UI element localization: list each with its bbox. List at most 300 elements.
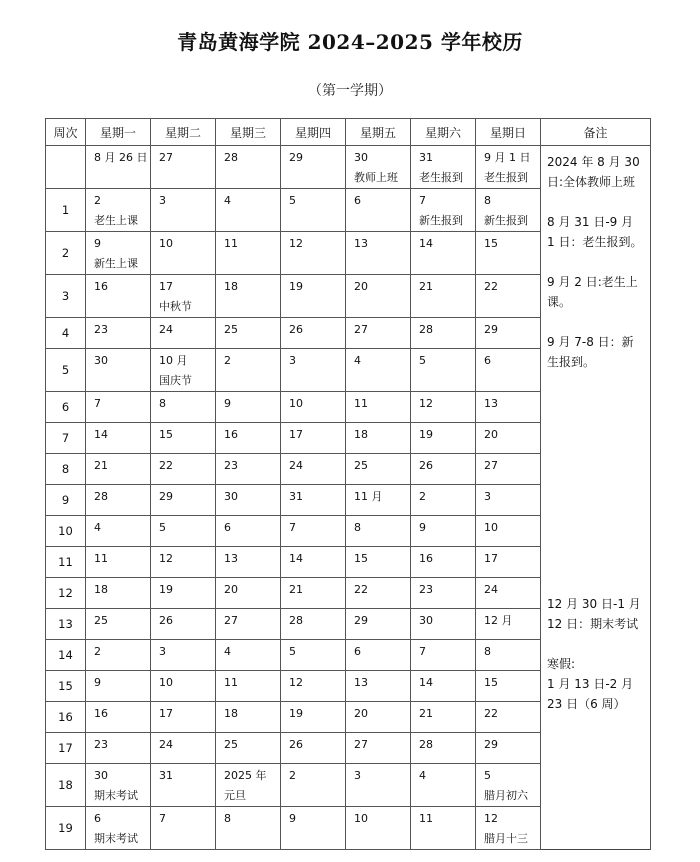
- day-date: 12 月: [484, 614, 513, 627]
- day-cell-saturday: [411, 516, 476, 547]
- day-date: 5: [419, 354, 426, 367]
- day-cell-tuesday: [151, 275, 216, 318]
- week-number: 2: [46, 232, 86, 275]
- day-cell-wednesday: [216, 733, 281, 764]
- day-date: 18: [224, 707, 238, 720]
- day-date: 4: [419, 769, 426, 782]
- day-cell-thursday: [281, 671, 346, 702]
- day-date: 6: [224, 521, 231, 534]
- day-date: 9: [419, 521, 426, 534]
- day-date: 29: [484, 738, 498, 751]
- day-cell-thursday: [281, 485, 346, 516]
- day-date: 17: [159, 707, 173, 720]
- day-date: 21: [419, 707, 433, 720]
- day-event: 元旦: [224, 789, 246, 802]
- day-cell-saturday: [411, 609, 476, 640]
- day-date: 12: [289, 676, 303, 689]
- day-date: 21: [94, 459, 108, 472]
- day-cell-tuesday: [151, 392, 216, 423]
- day-cell-sunday: [476, 485, 541, 516]
- day-date: 19: [289, 280, 303, 293]
- day-date: 25: [224, 738, 238, 751]
- day-cell-tuesday: [151, 640, 216, 671]
- day-date: 27: [224, 614, 238, 627]
- day-cell-monday: [86, 807, 151, 850]
- day-date: 23: [224, 459, 238, 472]
- day-date: 19: [159, 583, 173, 596]
- day-date: 6: [354, 194, 361, 207]
- day-date: 16: [419, 552, 433, 565]
- day-date: 8: [484, 645, 491, 658]
- day-date: 8 月 26 日: [94, 151, 148, 164]
- day-date: 30: [354, 151, 368, 164]
- day-date: 24: [484, 583, 498, 596]
- day-date: 29: [289, 151, 303, 164]
- day-date: 3: [484, 490, 491, 503]
- week-number: 5: [46, 349, 86, 392]
- day-date: 30: [94, 354, 108, 367]
- day-cell-saturday: [411, 671, 476, 702]
- day-cell-tuesday: [151, 807, 216, 850]
- day-date: 2: [94, 645, 101, 658]
- day-cell-friday: [346, 232, 411, 275]
- day-event: 新生上课: [94, 257, 138, 270]
- day-event: 期末考试: [94, 832, 138, 845]
- day-cell-sunday: [476, 516, 541, 547]
- day-cell-monday: [86, 454, 151, 485]
- day-date: 31: [159, 769, 173, 782]
- day-date: 7: [289, 521, 296, 534]
- day-date: 10: [159, 237, 173, 250]
- day-cell-monday: [86, 547, 151, 578]
- day-date: 26: [289, 323, 303, 336]
- day-cell-wednesday: [216, 578, 281, 609]
- day-date: 26: [419, 459, 433, 472]
- week-number: 14: [46, 640, 86, 671]
- day-cell-monday: [86, 392, 151, 423]
- day-date: 6: [94, 812, 101, 825]
- day-cell-saturday: [411, 423, 476, 454]
- day-date: 17: [289, 428, 303, 441]
- day-event: 教师上班: [354, 171, 398, 184]
- day-event: 老生上课: [94, 214, 138, 227]
- day-cell-saturday: [411, 733, 476, 764]
- day-cell-saturday: [411, 392, 476, 423]
- day-event: 期末考试: [94, 789, 138, 802]
- header-friday: 星期五: [346, 119, 411, 146]
- day-cell-thursday: [281, 640, 346, 671]
- day-cell-wednesday: [216, 640, 281, 671]
- day-date: 11: [224, 237, 238, 250]
- week-number: 1: [46, 189, 86, 232]
- day-date: 20: [224, 583, 238, 596]
- day-date: 20: [484, 428, 498, 441]
- day-date: 11: [354, 397, 368, 410]
- day-date: 25: [354, 459, 368, 472]
- day-cell-thursday: [281, 318, 346, 349]
- day-event: 腊月初六: [484, 789, 528, 802]
- day-date: 2: [224, 354, 231, 367]
- day-date: 16: [94, 280, 108, 293]
- day-date: 2: [94, 194, 101, 207]
- day-date: 4: [224, 645, 231, 658]
- day-cell-saturday: [411, 807, 476, 850]
- day-cell-saturday: [411, 146, 476, 189]
- day-cell-tuesday: [151, 516, 216, 547]
- day-cell-friday: [346, 609, 411, 640]
- day-date: 18: [354, 428, 368, 441]
- day-cell-saturday: [411, 764, 476, 807]
- day-cell-tuesday: [151, 232, 216, 275]
- day-cell-saturday: [411, 318, 476, 349]
- day-cell-sunday: [476, 702, 541, 733]
- day-cell-sunday: [476, 423, 541, 454]
- day-date: 16: [94, 707, 108, 720]
- header-week: 周次: [46, 119, 86, 146]
- day-cell-sunday: [476, 318, 541, 349]
- day-date: 11 月: [354, 490, 383, 503]
- week-number: 19: [46, 807, 86, 850]
- day-cell-friday: [346, 578, 411, 609]
- day-date: 26: [289, 738, 303, 751]
- day-date: 11: [419, 812, 433, 825]
- day-cell-thursday: [281, 232, 346, 275]
- day-date: 4: [354, 354, 361, 367]
- day-date: 21: [289, 583, 303, 596]
- day-date: 6: [354, 645, 361, 658]
- day-cell-thursday: [281, 764, 346, 807]
- day-date: 15: [159, 428, 173, 441]
- day-date: 12: [419, 397, 433, 410]
- day-date: 23: [419, 583, 433, 596]
- day-cell-sunday: [476, 764, 541, 807]
- day-cell-saturday: [411, 454, 476, 485]
- day-cell-wednesday: [216, 764, 281, 807]
- day-cell-wednesday: [216, 702, 281, 733]
- week-number: 13: [46, 609, 86, 640]
- day-date: 27: [159, 151, 173, 164]
- day-cell-sunday: [476, 807, 541, 850]
- day-event: 腊月十三: [484, 832, 528, 845]
- day-date: 23: [94, 323, 108, 336]
- day-cell-monday: [86, 275, 151, 318]
- day-cell-sunday: [476, 578, 541, 609]
- day-cell-tuesday: [151, 454, 216, 485]
- day-cell-friday: [346, 146, 411, 189]
- day-cell-sunday: [476, 733, 541, 764]
- week-number: 7: [46, 423, 86, 454]
- day-date: 26: [159, 614, 173, 627]
- day-cell-wednesday: [216, 232, 281, 275]
- day-date: 2025 年: [224, 769, 267, 782]
- day-date: 22: [484, 707, 498, 720]
- day-cell-saturday: [411, 547, 476, 578]
- day-date: 12: [289, 237, 303, 250]
- day-date: 10: [354, 812, 368, 825]
- day-cell-tuesday: [151, 423, 216, 454]
- day-cell-sunday: [476, 146, 541, 189]
- day-date: 14: [289, 552, 303, 565]
- day-event: 国庆节: [159, 374, 192, 387]
- day-cell-wednesday: [216, 485, 281, 516]
- day-date: 25: [94, 614, 108, 627]
- day-cell-sunday: [476, 640, 541, 671]
- day-cell-tuesday: [151, 146, 216, 189]
- day-date: 31: [289, 490, 303, 503]
- day-date: 13: [224, 552, 238, 565]
- day-event: 新生报到: [484, 214, 528, 227]
- week-number: 10: [46, 516, 86, 547]
- day-date: 2: [289, 769, 296, 782]
- day-date: 22: [484, 280, 498, 293]
- day-cell-thursday: [281, 578, 346, 609]
- day-date: 7: [94, 397, 101, 410]
- day-cell-wednesday: [216, 454, 281, 485]
- week-number: 8: [46, 454, 86, 485]
- day-cell-tuesday: [151, 764, 216, 807]
- day-cell-sunday: [476, 671, 541, 702]
- week-number: 18: [46, 764, 86, 807]
- calendar-table: [45, 118, 651, 850]
- header-tuesday: 星期二: [151, 119, 216, 146]
- day-date: 15: [354, 552, 368, 565]
- day-date: 28: [419, 323, 433, 336]
- week-number: 12: [46, 578, 86, 609]
- day-cell-tuesday: [151, 349, 216, 392]
- day-date: 10: [289, 397, 303, 410]
- day-cell-wednesday: [216, 609, 281, 640]
- header-wednesday: 星期三: [216, 119, 281, 146]
- day-event: 老生报到: [419, 171, 463, 184]
- day-date: 12: [159, 552, 173, 565]
- day-cell-wednesday: [216, 392, 281, 423]
- day-event: 中秋节: [159, 300, 192, 313]
- day-cell-tuesday: [151, 733, 216, 764]
- note-note6: 寒假:: [547, 657, 576, 671]
- day-date: 8: [484, 194, 491, 207]
- day-cell-friday: [346, 516, 411, 547]
- week-number: 6: [46, 392, 86, 423]
- day-date: 28: [419, 738, 433, 751]
- day-date: 13: [484, 397, 498, 410]
- day-date: 4: [224, 194, 231, 207]
- day-cell-friday: [346, 454, 411, 485]
- day-date: 29: [354, 614, 368, 627]
- day-cell-wednesday: [216, 349, 281, 392]
- day-date: 15: [484, 237, 498, 250]
- day-date: 6: [484, 354, 491, 367]
- day-cell-sunday: [476, 454, 541, 485]
- header-saturday: 星期六: [411, 119, 476, 146]
- day-cell-tuesday: [151, 578, 216, 609]
- day-date: 10 月: [159, 354, 188, 367]
- day-cell-monday: [86, 318, 151, 349]
- day-date: 9: [289, 812, 296, 825]
- day-cell-wednesday: [216, 547, 281, 578]
- day-date: 30: [94, 769, 108, 782]
- day-date: 25: [224, 323, 238, 336]
- day-cell-saturday: [411, 349, 476, 392]
- day-date: 28: [289, 614, 303, 627]
- day-cell-saturday: [411, 232, 476, 275]
- day-date: 22: [159, 459, 173, 472]
- day-cell-thursday: [281, 146, 346, 189]
- day-date: 28: [224, 151, 238, 164]
- day-date: 3: [354, 769, 361, 782]
- day-date: 24: [159, 738, 173, 751]
- day-date: 24: [289, 459, 303, 472]
- day-cell-friday: [346, 318, 411, 349]
- day-date: 14: [419, 676, 433, 689]
- day-date: 2: [419, 490, 426, 503]
- day-cell-monday: [86, 516, 151, 547]
- day-cell-monday: [86, 485, 151, 516]
- header-sunday: 星期日: [476, 119, 541, 146]
- day-cell-thursday: [281, 349, 346, 392]
- day-date: 14: [94, 428, 108, 441]
- day-date: 8: [354, 521, 361, 534]
- header-monday: 星期一: [86, 119, 151, 146]
- day-cell-tuesday: [151, 702, 216, 733]
- day-cell-thursday: [281, 609, 346, 640]
- day-cell-thursday: [281, 392, 346, 423]
- day-date: 17: [159, 280, 173, 293]
- day-cell-monday: [86, 671, 151, 702]
- day-date: 3: [289, 354, 296, 367]
- header-notes: 备注: [541, 119, 651, 146]
- day-date: 9: [94, 676, 101, 689]
- day-cell-friday: [346, 275, 411, 318]
- day-cell-saturday: [411, 275, 476, 318]
- day-date: 11: [94, 552, 108, 565]
- day-cell-friday: [346, 349, 411, 392]
- note-note5: 12 月 30 日-1 月 12 日：期末考试: [547, 597, 641, 631]
- day-date: 9: [224, 397, 231, 410]
- note-note2: 8 月 31 日-9 月 1 日：老生报到。: [547, 215, 643, 249]
- day-date: 15: [484, 676, 498, 689]
- day-cell-monday: [86, 733, 151, 764]
- day-cell-tuesday: [151, 189, 216, 232]
- day-cell-sunday: [476, 189, 541, 232]
- week-number: 16: [46, 702, 86, 733]
- day-cell-friday: [346, 189, 411, 232]
- day-cell-thursday: [281, 516, 346, 547]
- day-date: 16: [224, 428, 238, 441]
- day-date: 28: [94, 490, 108, 503]
- week-number: 11: [46, 547, 86, 578]
- day-cell-monday: [86, 764, 151, 807]
- day-date: 13: [354, 676, 368, 689]
- day-cell-wednesday: [216, 671, 281, 702]
- note-note1: 2024 年 8 月 30 日:全体教师上班: [547, 155, 640, 189]
- day-cell-wednesday: [216, 318, 281, 349]
- day-cell-wednesday: [216, 807, 281, 850]
- day-cell-wednesday: [216, 423, 281, 454]
- day-cell-thursday: [281, 275, 346, 318]
- day-cell-monday: [86, 578, 151, 609]
- day-date: 24: [159, 323, 173, 336]
- day-cell-thursday: [281, 189, 346, 232]
- day-date: 5: [289, 194, 296, 207]
- day-cell-monday: [86, 232, 151, 275]
- day-cell-thursday: [281, 733, 346, 764]
- day-cell-monday: [86, 349, 151, 392]
- day-date: 5: [159, 521, 166, 534]
- day-date: 23: [94, 738, 108, 751]
- day-cell-sunday: [476, 275, 541, 318]
- day-date: 7: [419, 645, 426, 658]
- day-cell-monday: [86, 609, 151, 640]
- day-event: 新生报到: [419, 214, 463, 227]
- day-cell-saturday: [411, 578, 476, 609]
- day-cell-monday: [86, 423, 151, 454]
- day-date: 9 月 1 日: [484, 151, 531, 164]
- day-cell-sunday: [476, 547, 541, 578]
- day-date: 9: [94, 237, 101, 250]
- day-date: 30: [224, 490, 238, 503]
- day-cell-friday: [346, 702, 411, 733]
- day-date: 10: [484, 521, 498, 534]
- day-date: 29: [484, 323, 498, 336]
- day-cell-friday: [346, 392, 411, 423]
- day-cell-wednesday: [216, 189, 281, 232]
- day-date: 8: [224, 812, 231, 825]
- day-date: 18: [94, 583, 108, 596]
- day-date: 11: [224, 676, 238, 689]
- note-note3: 9 月 2 日:老生上课。: [547, 275, 638, 309]
- day-cell-monday: [86, 146, 151, 189]
- day-cell-tuesday: [151, 318, 216, 349]
- day-date: 5: [289, 645, 296, 658]
- week-number: 9: [46, 485, 86, 516]
- day-date: 8: [159, 397, 166, 410]
- day-cell-sunday: [476, 349, 541, 392]
- day-date: 7: [419, 194, 426, 207]
- day-date: 20: [354, 707, 368, 720]
- day-cell-tuesday: [151, 547, 216, 578]
- day-date: 30: [419, 614, 433, 627]
- day-cell-friday: [346, 423, 411, 454]
- notes-column: [541, 146, 651, 850]
- page-subtitle: （第一学期）: [308, 83, 392, 99]
- day-cell-sunday: [476, 392, 541, 423]
- week-number: 4: [46, 318, 86, 349]
- day-date: 10: [159, 676, 173, 689]
- day-cell-thursday: [281, 423, 346, 454]
- day-date: 27: [484, 459, 498, 472]
- day-date: 3: [159, 645, 166, 658]
- day-cell-saturday: [411, 640, 476, 671]
- day-date: 12: [484, 812, 498, 825]
- day-cell-thursday: [281, 702, 346, 733]
- day-cell-monday: [86, 640, 151, 671]
- week-number: 3: [46, 275, 86, 318]
- day-cell-tuesday: [151, 671, 216, 702]
- day-cell-friday: [346, 807, 411, 850]
- day-cell-friday: [346, 733, 411, 764]
- day-cell-friday: [346, 764, 411, 807]
- week-number: [46, 146, 86, 189]
- day-date: 7: [159, 812, 166, 825]
- day-cell-friday: [346, 485, 411, 516]
- day-date: 29: [159, 490, 173, 503]
- day-date: 14: [419, 237, 433, 250]
- header-thursday: 星期四: [281, 119, 346, 146]
- day-cell-thursday: [281, 807, 346, 850]
- day-cell-sunday: [476, 232, 541, 275]
- day-date: 18: [224, 280, 238, 293]
- day-cell-monday: [86, 702, 151, 733]
